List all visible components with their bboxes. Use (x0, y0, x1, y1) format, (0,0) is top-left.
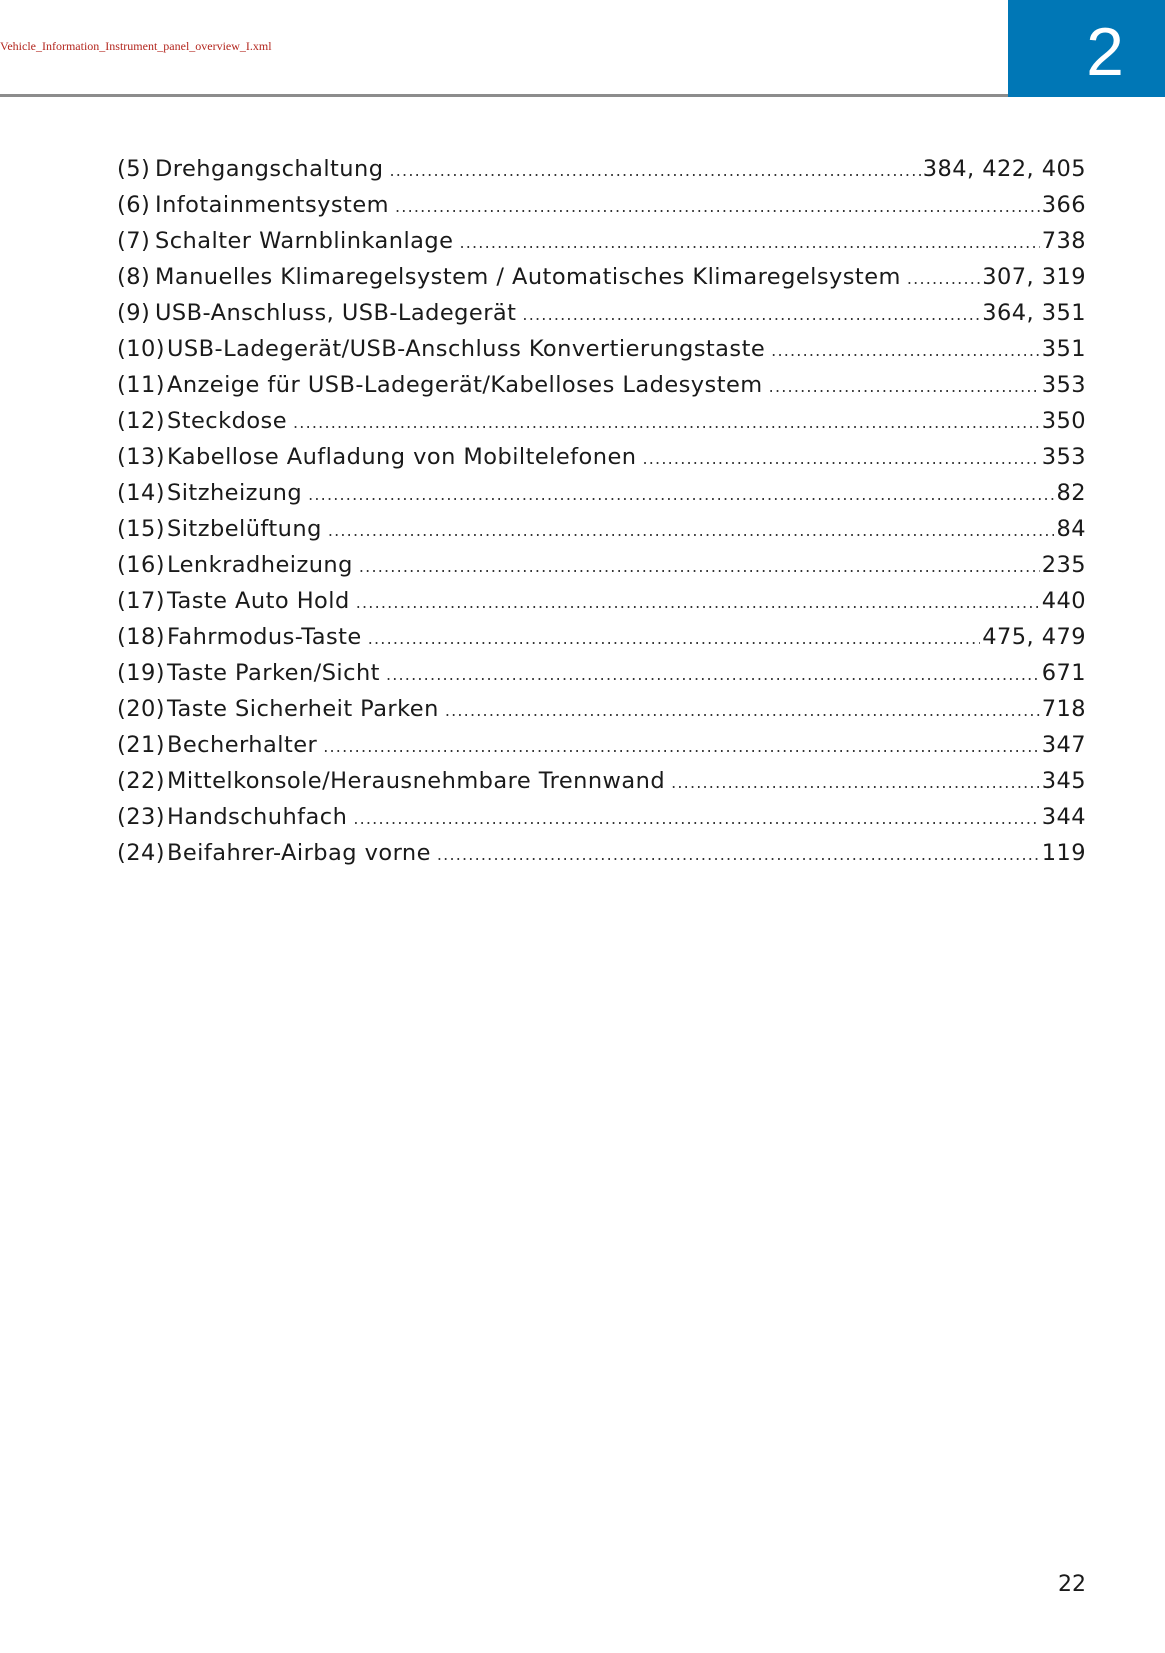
toc-entry[interactable] (117, 768, 1086, 804)
toc-entry-label: Steckdose (167, 408, 288, 434)
toc-dot-leader (642, 449, 1039, 468)
toc-entry-label: Taste Auto Hold (167, 588, 350, 614)
toc-entry-page: 718 (1041, 696, 1086, 722)
toc-dot-leader (907, 269, 980, 288)
toc-entry[interactable] (117, 228, 1086, 264)
chapter-number: 2 (1086, 13, 1124, 90)
toc-entry-page: 475, 479 (982, 624, 1086, 650)
toc-entry-page: 307, 319 (982, 264, 1086, 290)
toc-entry-number: (18) (117, 624, 165, 650)
toc-entry-number: (15) (117, 516, 165, 542)
toc-entry-label: Taste Parken/Sicht (167, 660, 380, 686)
toc-entry-number: (10) (117, 336, 165, 362)
toc-entry[interactable] (117, 588, 1086, 624)
toc-entry-page: 440 (1041, 588, 1086, 614)
toc-entry[interactable] (117, 336, 1086, 372)
toc-entry-number: (11) (117, 372, 165, 398)
toc-dot-leader (328, 521, 1055, 540)
toc-entry-number: (7) (117, 228, 151, 254)
toc-entry[interactable] (117, 156, 1086, 192)
toc-entry-page: 353 (1041, 444, 1086, 470)
toc-entry-number: (22) (117, 768, 165, 794)
toc-entry-label: Anzeige für USB-Ladegerät/Kabelloses Ladesystem (167, 372, 763, 398)
toc-entry[interactable] (117, 372, 1086, 408)
toc-entry-number: (17) (117, 588, 165, 614)
toc-dot-leader (671, 773, 1040, 792)
toc-dot-leader (459, 233, 1039, 252)
toc-entry-page: 364, 351 (982, 300, 1086, 326)
toc-entry-label: Taste Sicherheit Parken (167, 696, 439, 722)
toc-entry-label: Sitzheizung (167, 480, 303, 506)
toc-entry-number: (12) (117, 408, 165, 434)
toc-entry-label: Manuelles Klimaregelsystem / Automatisches Klimaregelsystem (155, 264, 901, 290)
toc-entry[interactable] (117, 660, 1086, 696)
toc-entry-number: (13) (117, 444, 165, 470)
toc-dot-leader (437, 845, 1040, 864)
toc-entry-label: Handschuhfach (167, 804, 348, 830)
toc-entry-number: (5) (117, 156, 151, 182)
toc-dot-leader (769, 377, 1040, 396)
toc-dot-leader (771, 341, 1040, 360)
toc-list (117, 156, 1086, 876)
toc-entry[interactable] (117, 732, 1086, 768)
toc-entry-number: (16) (117, 552, 165, 578)
toc-dot-leader (359, 557, 1040, 576)
toc-entry-page: 353 (1041, 372, 1086, 398)
toc-dot-leader (308, 485, 1054, 504)
toc-entry[interactable] (117, 264, 1086, 300)
toc-entry-label: Drehgangschaltung (155, 156, 384, 182)
toc-entry-page: 84 (1056, 516, 1086, 542)
toc-entry[interactable] (117, 516, 1086, 552)
toc-entry[interactable] (117, 804, 1086, 840)
toc-entry[interactable] (117, 696, 1086, 732)
toc-entry[interactable] (117, 480, 1086, 516)
file-name-label: Vehicle_Information_Instrument_panel_overview_I.xml (0, 39, 272, 53)
toc-entry-page: 738 (1041, 228, 1086, 254)
toc-entry-page: 347 (1041, 732, 1086, 758)
toc-entry-page: 344 (1041, 804, 1086, 830)
toc-entry-number: (24) (117, 840, 165, 866)
toc-entry-label: Infotainmentsystem (155, 192, 389, 218)
toc-dot-leader (522, 305, 980, 324)
toc-dot-leader (445, 701, 1040, 720)
toc-entry-label: Becherhalter (167, 732, 318, 758)
toc-entry[interactable] (117, 552, 1086, 588)
toc-entry-label: Mittelkonsole/Herausnehmbare Trennwand (167, 768, 666, 794)
toc-dot-leader (395, 197, 1040, 216)
toc-entry-page: 351 (1041, 336, 1086, 362)
toc-entry-number: (19) (117, 660, 165, 686)
toc-dot-leader (293, 413, 1040, 432)
toc-entry-page: 366 (1041, 192, 1086, 218)
toc-dot-leader (356, 593, 1040, 612)
toc-entry-page: 345 (1041, 768, 1086, 794)
toc-dot-leader (353, 809, 1039, 828)
toc-entry-label: Kabellose Aufladung von Mobiltelefonen (167, 444, 637, 470)
toc-entry-label: Beifahrer-Airbag vorne (167, 840, 431, 866)
toc-entry-label: Schalter Warnblinkanlage (155, 228, 454, 254)
toc-entry-label: USB-Anschluss, USB-Ladegerät (155, 300, 517, 326)
toc-dot-leader (386, 665, 1040, 684)
toc-entry-label: Lenkradheizung (167, 552, 353, 578)
toc-entry[interactable] (117, 624, 1086, 660)
toc-dot-leader (323, 737, 1039, 756)
toc-entry[interactable] (117, 840, 1086, 876)
page-number: 22 (1058, 1572, 1086, 1597)
toc-entry-page: 384, 422, 405 (922, 156, 1086, 182)
toc-dot-leader (389, 161, 920, 180)
toc-entry-page: 671 (1041, 660, 1086, 686)
toc-entry[interactable] (117, 192, 1086, 228)
toc-dot-leader (368, 629, 980, 648)
toc-entry-label: USB-Ladegerät/USB-Anschluss Konvertierungstaste (167, 336, 766, 362)
toc-entry-label: Fahrmodus-Taste (167, 624, 362, 650)
toc-entry-number: (23) (117, 804, 165, 830)
toc-entry-page: 235 (1041, 552, 1086, 578)
toc-entry-number: (14) (117, 480, 165, 506)
toc-entry-number: (8) (117, 264, 151, 290)
toc-entry[interactable] (117, 408, 1086, 444)
toc-entry-number: (20) (117, 696, 165, 722)
toc-entry-number: (9) (117, 300, 151, 326)
toc-entry-page: 82 (1056, 480, 1086, 506)
toc-entry-number: (21) (117, 732, 165, 758)
toc-entry-page: 350 (1041, 408, 1086, 434)
toc-entry[interactable] (117, 300, 1086, 336)
toc-entry-number: (6) (117, 192, 151, 218)
toc-entry[interactable] (117, 444, 1086, 480)
toc-entry-page: 119 (1041, 840, 1086, 866)
toc-entry-label: Sitzbelüftung (167, 516, 322, 542)
header-divider (0, 94, 1010, 97)
